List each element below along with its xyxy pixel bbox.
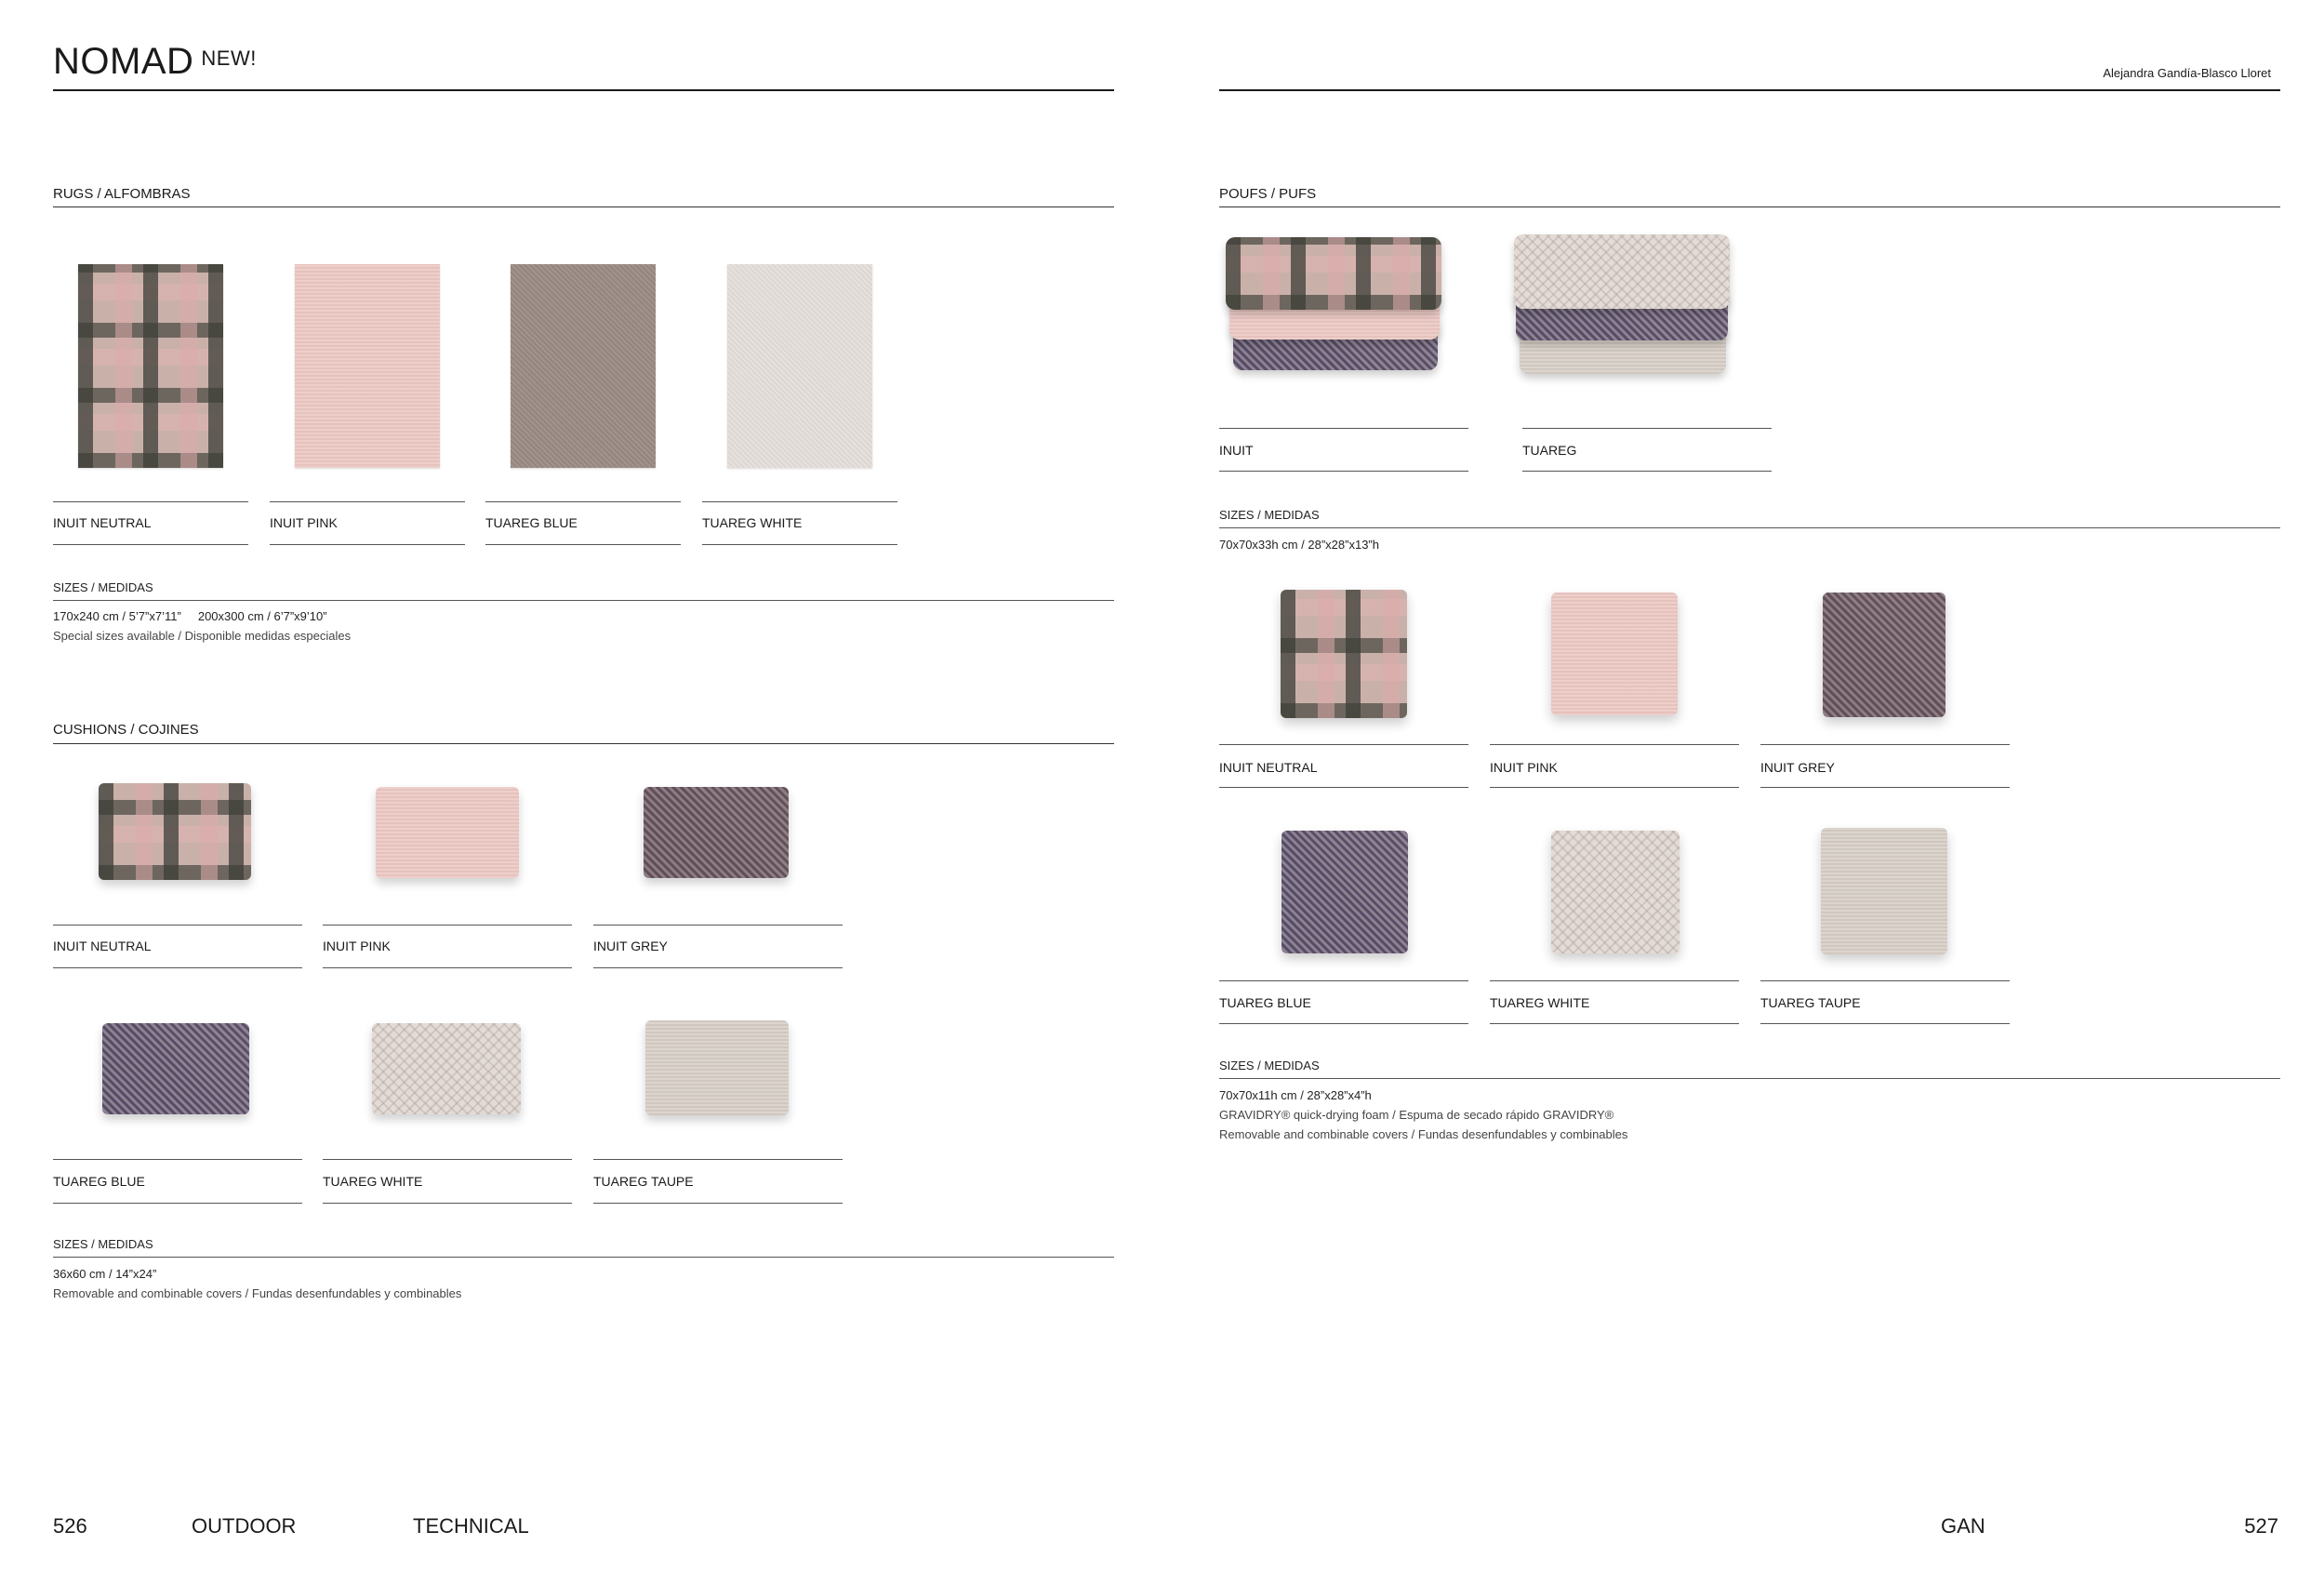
pouf-label-rule-bottom-2 (1490, 787, 1739, 788)
header-rule-left (53, 89, 1114, 91)
cushion-inuit-grey-image (644, 787, 789, 878)
page-title (53, 41, 257, 83)
cushion-label: TUAREG BLUE (53, 1174, 145, 1189)
pouf-set-label-rule-bottom-2 (1522, 471, 1772, 472)
pouf-label-rule-bottom-4 (1219, 1023, 1468, 1024)
pouf-label-rule-top-4 (1219, 980, 1468, 981)
poufs-heading: POUFS / PUFS (1219, 186, 1317, 202)
rug-label-rule-bottom-3 (485, 544, 681, 545)
pouf-label-rule-bottom-3 (1760, 787, 2010, 788)
rug-label: INUIT NEUTRAL (53, 515, 152, 530)
new-badge: NEW! (201, 47, 257, 70)
rugs-sizes-rule (53, 600, 1114, 601)
pouf-label-rule-top-2 (1490, 744, 1739, 745)
pouf-stack-layer-top (1514, 234, 1730, 309)
poufs-sizes2: 70x70x11h cm / 28”x28”x4”h (1219, 1088, 1372, 1102)
pouf-label-rule-top-6 (1760, 980, 2010, 981)
rug-inuit-pink-image (295, 264, 440, 468)
cushion-label: INUIT NEUTRAL (53, 939, 152, 953)
cushion-label-rule-top-5 (323, 1159, 572, 1160)
rug-inuit-neutral-image (78, 264, 223, 468)
footer-section-outdoor: OUTDOOR (192, 1514, 297, 1538)
pouf-label: INUIT PINK (1490, 760, 1558, 775)
rug-label: TUAREG BLUE (485, 515, 578, 530)
cushion-label-rule-top-1 (53, 925, 302, 926)
cushions-note: Removable and combinable covers / Fundas desenfundables y combinables (53, 1286, 462, 1300)
pouf-stack-layer-top (1226, 237, 1441, 310)
pouf-label: TUAREG TAUPE (1760, 995, 1861, 1010)
cushion-tuareg-white-image (372, 1023, 521, 1114)
rug-label-rule-bottom-1 (53, 544, 248, 545)
poufs-note1: GRAVIDRY® quick-drying foam / Espuma de secado rápido GRAVIDRY® (1219, 1108, 1614, 1122)
rug-label-rule-bottom-2 (270, 544, 465, 545)
pouf-stack-inuit-image (1226, 237, 1449, 395)
pouf-set-label: TUAREG (1522, 443, 1577, 458)
pouf-label: INUIT GREY (1760, 760, 1835, 775)
poufs-sizes1-rule (1219, 527, 2280, 528)
page-number-left: 526 (53, 1514, 87, 1538)
poufs-sizes1: 70x70x33h cm / 28”x28”x13”h (1219, 538, 1379, 552)
pouf-label-rule-top-1 (1219, 744, 1468, 745)
cushion-label-rule-bottom-5 (323, 1203, 572, 1204)
cushion-label-rule-bottom-3 (593, 967, 843, 968)
cushions-sizes-rule (53, 1257, 1114, 1258)
cushion-tuareg-taupe-image (645, 1020, 789, 1115)
pouf-label-rule-bottom-1 (1219, 787, 1468, 788)
rug-label-rule-bottom-4 (702, 544, 897, 545)
cushions-sizes: 36x60 cm / 14”x24” (53, 1267, 157, 1281)
rug-tuareg-white-image (727, 264, 872, 468)
cushions-sizes-heading: SIZES / MEDIDAS (53, 1237, 153, 1251)
author-name: Alejandra Gandía-Blasco Lloret (2103, 66, 2271, 80)
cushion-label-rule-top-2 (323, 925, 572, 926)
rugs-note: Special sizes available / Disponible medidas especiales (53, 629, 352, 643)
pouf-tuareg-white-image (1551, 831, 1680, 953)
pouf-label-rule-top-3 (1760, 744, 2010, 745)
pouf-label-rule-bottom-5 (1490, 1023, 1739, 1024)
rug-tuareg-blue-image (511, 264, 656, 468)
cushion-label-rule-top-3 (593, 925, 843, 926)
cushion-label: INUIT GREY (593, 939, 668, 953)
pouf-stack-tuareg-image (1514, 234, 1737, 397)
pouf-set-label-rule-top-1 (1219, 428, 1468, 429)
poufs-sizes2-heading: SIZES / MEDIDAS (1219, 1059, 1320, 1072)
rug-label-rule-top-1 (53, 501, 248, 502)
footer-brand: GAN (1941, 1514, 1985, 1538)
pouf-tuareg-blue-image (1282, 831, 1408, 953)
pouf-tuareg-taupe-image (1821, 828, 1947, 954)
cushion-label-rule-bottom-6 (593, 1203, 843, 1204)
rugs-sizes: 170x240 cm / 5’7”x7’11” 200x300 cm / 6’7”x9’10” (53, 609, 327, 623)
cushions-heading: CUSHIONS / COJINES (53, 722, 199, 738)
pouf-set-label-rule-bottom-1 (1219, 471, 1468, 472)
pouf-set-label-rule-top-2 (1522, 428, 1772, 429)
pouf-set-label: INUIT (1219, 443, 1254, 458)
cushion-label: INUIT PINK (323, 939, 391, 953)
cushion-label: TUAREG WHITE (323, 1174, 423, 1189)
cushion-label-rule-top-6 (593, 1159, 843, 1160)
rug-label-rule-top-2 (270, 501, 465, 502)
poufs-sizes1-heading: SIZES / MEDIDAS (1219, 508, 1320, 522)
pouf-label: TUAREG WHITE (1490, 995, 1590, 1010)
pouf-inuit-pink-image (1551, 593, 1678, 715)
pouf-label-rule-top-5 (1490, 980, 1739, 981)
title-text: NOMAD (53, 41, 194, 82)
footer-section-technical: TECHNICAL (413, 1514, 529, 1538)
cushion-label-rule-bottom-4 (53, 1203, 302, 1204)
poufs-sizes2-rule (1219, 1078, 2280, 1079)
cushion-label-rule-bottom-1 (53, 967, 302, 968)
rug-label: INUIT PINK (270, 515, 338, 530)
rugs-rule (53, 206, 1114, 207)
cushion-label-rule-bottom-2 (323, 967, 572, 968)
pouf-inuit-grey-image (1823, 593, 1946, 717)
rug-label: TUAREG WHITE (702, 515, 803, 530)
cushion-label-rule-top-4 (53, 1159, 302, 1160)
cushion-inuit-neutral-image (99, 783, 251, 880)
pouf-label: INUIT NEUTRAL (1219, 760, 1318, 775)
pouf-label: TUAREG BLUE (1219, 995, 1311, 1010)
header-rule-right (1219, 89, 2280, 91)
pouf-inuit-neutral-image (1281, 590, 1407, 718)
cushions-rule (53, 743, 1114, 744)
rugs-sizes-heading: SIZES / MEDIDAS (53, 580, 153, 594)
cushion-tuareg-blue-image (102, 1023, 249, 1114)
rug-label-rule-top-3 (485, 501, 681, 502)
cushion-label: TUAREG TAUPE (593, 1174, 694, 1189)
cushion-inuit-pink-image (376, 787, 519, 878)
rugs-heading: RUGS / ALFOMBRAS (53, 186, 191, 202)
poufs-note2: Removable and combinable covers / Fundas desenfundables y combinables (1219, 1127, 1628, 1141)
poufs-rule (1219, 206, 2280, 207)
pouf-label-rule-bottom-6 (1760, 1023, 2010, 1024)
page-number-right: 527 (2244, 1514, 2278, 1538)
rug-label-rule-top-4 (702, 501, 897, 502)
